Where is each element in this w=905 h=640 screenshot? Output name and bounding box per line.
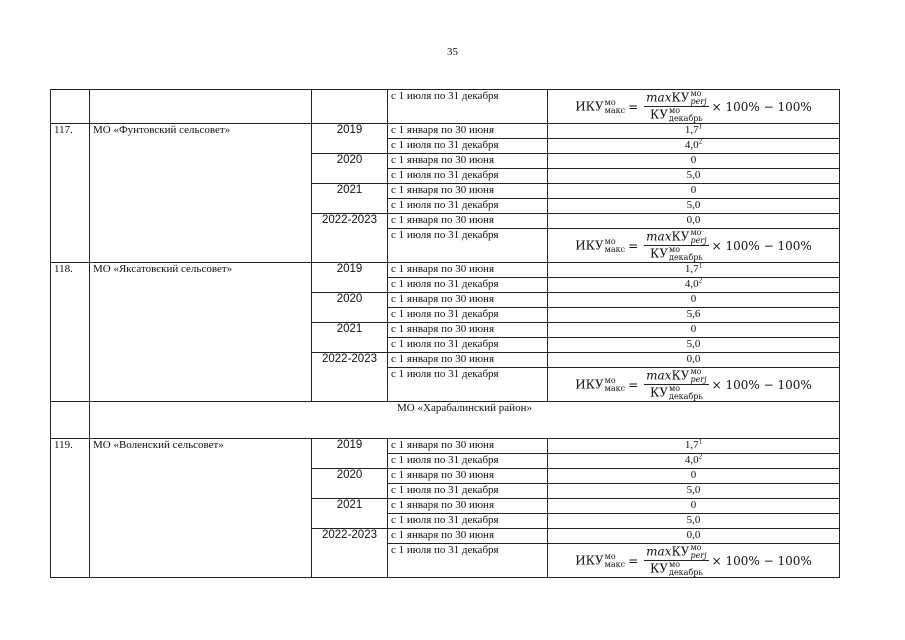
year-cell: 2020 (312, 469, 388, 499)
period-cell: с 1 июля по 31 декабря (388, 278, 548, 293)
period-cell: с 1 января по 30 июня (388, 263, 548, 278)
period-cell: с 1 июля по 31 декабря (388, 368, 548, 402)
formula-fraction (644, 90, 708, 123)
number-cell (51, 90, 90, 124)
period-cell: с 1 января по 30 июня (388, 323, 548, 338)
formula-lhs: ИКУ мо макс (575, 551, 626, 569)
footnote-mark: 2 (698, 277, 703, 285)
value-cell (548, 278, 840, 293)
table-row-continued (51, 90, 840, 124)
value-cell (548, 529, 840, 544)
tariff-table (50, 89, 840, 578)
value-cell (548, 338, 840, 353)
table-row (51, 124, 840, 139)
period-cell: с 1 июля по 31 декабря (388, 454, 548, 469)
row-number: 119. (51, 439, 90, 578)
formula-tail: × 100% − 100% (711, 99, 812, 114)
value-text: 0 (690, 154, 697, 166)
period-cell: с 1 июля по 31 декабря (388, 308, 548, 323)
row-number: 117. (51, 124, 90, 263)
value-text: 0,0 (686, 214, 701, 226)
period-cell: с 1 июля по 31 декабря (388, 199, 548, 214)
formula-fraction (644, 229, 708, 262)
formula-tail: × 100% − 100% (711, 377, 812, 392)
value-text: 4,0 (684, 278, 699, 290)
formula-numerator: maxКУ мо perj (646, 228, 707, 245)
value-text: 1,7 (684, 124, 699, 136)
iku-formula (575, 90, 812, 123)
footnote-mark: 2 (698, 138, 703, 146)
value-cell (548, 544, 840, 578)
municipality-name: МО «Яксатовский сельсовет» (90, 263, 312, 402)
footnote-mark: 2 (698, 453, 703, 461)
iku-formula (575, 544, 812, 577)
formula-equals: = (628, 238, 639, 253)
value-cell (548, 308, 840, 323)
formula-equals: = (628, 553, 639, 568)
value-cell (548, 154, 840, 169)
value-cell (548, 514, 840, 529)
year-cell: 2020 (312, 293, 388, 323)
year-cell: 2022-2023 (312, 353, 388, 402)
period-cell: с 1 июля по 31 декабря (388, 544, 548, 578)
number-cell (51, 402, 90, 439)
formula-numerator: maxКУ мо perj (646, 543, 707, 560)
year-cell: 2020 (312, 154, 388, 184)
formula-denominator: КУ мо декабрь (650, 384, 703, 401)
period-cell: с 1 января по 30 июня (388, 293, 548, 308)
value-text: 5,6 (686, 308, 701, 320)
value-cell (548, 469, 840, 484)
value-cell (548, 323, 840, 338)
year-cell (312, 90, 388, 124)
formula-denominator: КУ мо декабрь (650, 560, 703, 577)
period-cell: с 1 января по 30 июня (388, 353, 548, 368)
year-cell: 2022-2023 (312, 214, 388, 263)
footnote-mark: 1 (698, 262, 703, 270)
period-cell: с 1 января по 30 июня (388, 154, 548, 169)
period-cell: с 1 января по 30 июня (388, 529, 548, 544)
value-cell (548, 353, 840, 368)
iku-formula (575, 229, 812, 262)
year-cell: 2019 (312, 124, 388, 154)
formula-tail: × 100% − 100% (711, 553, 812, 568)
year-cell: 2021 (312, 499, 388, 529)
value-cell (548, 263, 840, 278)
tariff-table-body (51, 90, 840, 578)
value-text: 0 (690, 323, 697, 335)
period-cell: с 1 января по 30 июня (388, 214, 548, 229)
period-cell: с 1 июля по 31 декабря (388, 514, 548, 529)
formula-numerator: maxКУ мо perj (646, 367, 707, 384)
name-cell (90, 90, 312, 124)
value-text: 0,0 (686, 353, 701, 365)
period-cell: с 1 января по 30 июня (388, 124, 548, 139)
period-cell: с 1 июля по 31 декабря (388, 484, 548, 499)
value-text: 0 (690, 293, 697, 305)
value-cell (548, 439, 840, 454)
value-text: 1,7 (684, 263, 699, 275)
value-text: 0 (690, 184, 697, 196)
value-text: 0,0 (686, 529, 701, 541)
period-cell: с 1 июля по 31 декабря (388, 229, 548, 263)
footnote-mark: 1 (698, 438, 703, 446)
value-cell (548, 368, 840, 402)
value-text: 5,0 (686, 514, 701, 526)
value-cell (548, 124, 840, 139)
formula-lhs: ИКУ мо макс (575, 375, 626, 393)
value-text: 5,0 (686, 338, 701, 350)
value-cell (548, 214, 840, 229)
formula-fraction (644, 368, 708, 401)
value-text: 5,0 (686, 199, 701, 211)
value-cell (548, 139, 840, 154)
value-cell (548, 293, 840, 308)
period-cell: с 1 июля по 31 декабря (388, 139, 548, 154)
formula-lhs: ИКУ мо макс (575, 97, 626, 115)
value-text: 5,0 (686, 169, 701, 181)
value-cell (548, 184, 840, 199)
value-cell (548, 484, 840, 499)
municipality-name: МО «Воленский сельсовет» (90, 439, 312, 578)
year-cell: 2021 (312, 184, 388, 214)
iku-formula (575, 368, 812, 401)
row-number: 118. (51, 263, 90, 402)
region-name: МО «Харабалинский район» (90, 402, 840, 439)
value-cell (548, 199, 840, 214)
value-cell (548, 90, 840, 124)
formula-denominator: КУ мо декабрь (650, 106, 703, 123)
value-cell (548, 229, 840, 263)
municipality-name: МО «Фунтовский сельсовет» (90, 124, 312, 263)
region-header-row (51, 402, 840, 439)
table-row (51, 439, 840, 454)
formula-equals: = (628, 377, 639, 392)
year-cell: 2022-2023 (312, 529, 388, 578)
year-cell: 2019 (312, 263, 388, 293)
value-text: 0 (690, 469, 697, 481)
formula-numerator: maxКУ мо perj (646, 89, 707, 106)
formula-lhs: ИКУ мо макс (575, 236, 626, 254)
footnote-mark: 1 (698, 123, 703, 131)
value-cell (548, 169, 840, 184)
value-text: 0 (690, 499, 697, 511)
value-text: 4,0 (684, 454, 699, 466)
period-cell: с 1 января по 30 июня (388, 499, 548, 514)
period-cell: с 1 января по 30 июня (388, 439, 548, 454)
year-cell: 2019 (312, 439, 388, 469)
period-cell: с 1 июля по 31 декабря (388, 169, 548, 184)
formula-tail: × 100% − 100% (711, 238, 812, 253)
formula-denominator: КУ мо декабрь (650, 245, 703, 262)
period-cell: с 1 января по 30 июня (388, 469, 548, 484)
period-cell: с 1 июля по 31 декабря (388, 90, 548, 124)
value-text: 4,0 (684, 139, 699, 151)
page-number: 35 (447, 46, 458, 58)
formula-fraction (644, 544, 708, 577)
table-row (51, 263, 840, 278)
value-cell (548, 499, 840, 514)
value-text: 5,0 (686, 484, 701, 496)
value-text: 1,7 (684, 439, 699, 451)
formula-equals: = (628, 99, 639, 114)
year-cell: 2021 (312, 323, 388, 353)
value-cell (548, 454, 840, 469)
period-cell: с 1 июля по 31 декабря (388, 338, 548, 353)
period-cell: с 1 января по 30 июня (388, 184, 548, 199)
